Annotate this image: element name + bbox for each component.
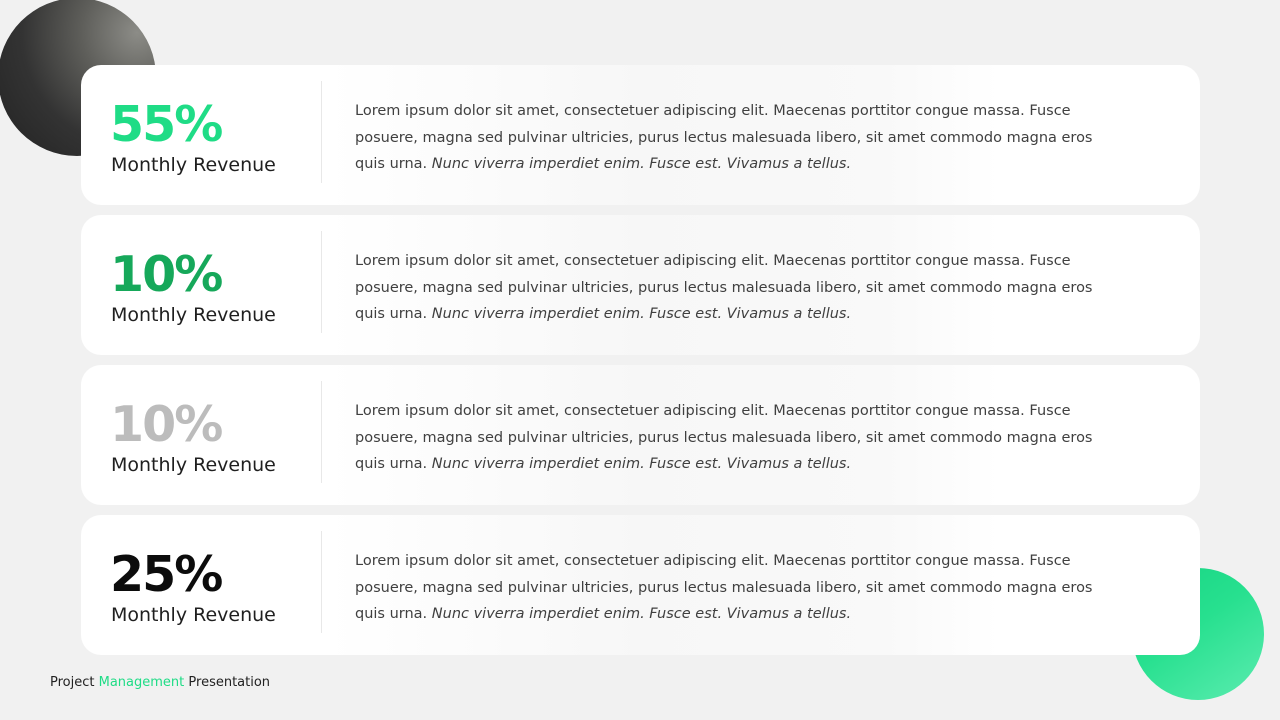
description-italic: Nunc viverra imperdiet enim. Fusce est. Vivamus a tellus.: [431, 306, 852, 322]
description-text: Lorem ipsum dolor sit amet, consectetuer adipiscing elit. Maecenas porttitor congue massa. Fusce posuere, magna sed pulvinar ultricies, purus lectus malesuada libero, sit amet commodo magna eros quis urna.: [355, 553, 1093, 622]
stat-description: [355, 548, 1125, 628]
description-italic: Nunc viverra imperdiet enim. Fusce est. Vivamus a tellus.: [431, 456, 852, 472]
description-text: Lorem ipsum dolor sit amet, consectetuer adipiscing elit. Maecenas porttitor congue massa. Fusce posuere, magna sed pulvinar ultricies, purus lectus malesuada libero, sit amet commodo magna eros quis urna.: [355, 103, 1093, 172]
stat-card-2: [81, 215, 1200, 355]
card-divider: [321, 231, 322, 333]
description-text: Lorem ipsum dolor sit amet, consectetuer adipiscing elit. Maecenas porttitor congue massa. Fusce posuere, magna sed pulvinar ultricies, purus lectus malesuada libero, sit amet commodo magna eros quis urna.: [355, 403, 1093, 472]
description-italic: Nunc viverra imperdiet enim. Fusce est. Vivamus a tellus.: [431, 606, 852, 622]
card-divider: [321, 81, 322, 183]
stat-label: Monthly Revenue: [111, 604, 276, 626]
card-divider: [321, 531, 322, 633]
stat-description: [355, 98, 1125, 178]
stat-card-3: [81, 365, 1200, 505]
stat-card-1: [81, 65, 1200, 205]
stat-percent: 55%: [110, 96, 222, 153]
stat-percent: 10%: [110, 396, 222, 453]
stat-description: [355, 248, 1125, 328]
stat-description: [355, 398, 1125, 478]
stat-percent: 10%: [110, 246, 222, 303]
description-italic: Nunc viverra imperdiet enim. Fusce est. Vivamus a tellus.: [431, 156, 852, 172]
stat-label: Monthly Revenue: [111, 154, 276, 176]
footer-word-project: Project: [50, 675, 95, 690]
footer-word-management: Management: [98, 675, 185, 690]
description-text: Lorem ipsum dolor sit amet, consectetuer adipiscing elit. Maecenas porttitor congue massa. Fusce posuere, magna sed pulvinar ultricies, purus lectus malesuada libero, sit amet commodo magna eros quis urna.: [355, 253, 1093, 322]
card-divider: [321, 381, 322, 483]
stat-card-4: [81, 515, 1200, 655]
stat-label: Monthly Revenue: [111, 304, 276, 326]
stat-percent: 25%: [110, 546, 222, 603]
stat-label: Monthly Revenue: [111, 454, 276, 476]
footer-title: [50, 675, 270, 690]
footer-word-presentation: Presentation: [188, 675, 271, 690]
